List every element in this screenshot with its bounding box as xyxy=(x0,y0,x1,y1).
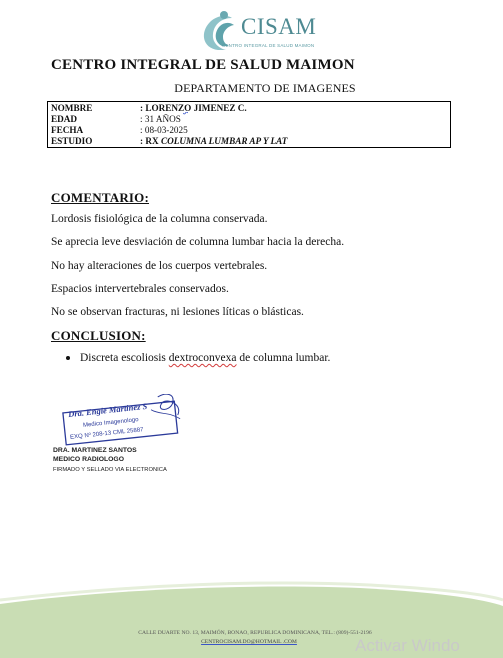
value-nombre: : LORENZO JIMENEZ C. xyxy=(140,103,247,113)
conclusion-text-start: Discreta escoliosis xyxy=(80,352,169,364)
label-nombre: NOMBRE xyxy=(51,103,93,113)
comment-line: No hay alteraciones de los cuerpos vertebrales. xyxy=(51,260,268,272)
value-edad: : 31 AÑOS xyxy=(140,114,181,124)
patient-info-box xyxy=(47,101,451,148)
signature-note: FIRMADO Y SELLADO VIA ELECTRONICA xyxy=(53,467,167,473)
conclusion-term: dextroconvexa xyxy=(168,352,237,364)
bullet-dot-icon xyxy=(66,356,70,360)
conclusion-heading: CONCLUSION: xyxy=(51,328,146,343)
comment-line: Se aprecia leve desviación de columna lumbar hacia la derecha. xyxy=(51,236,345,248)
logo-tagline: CENTRO INTEGRAL DE SALUD MAIMON xyxy=(222,43,315,48)
study-name: COLUMNA LUMBAR AP Y LAT xyxy=(160,136,288,146)
comment-line: No se observan fracturas, ni lesiones líticas o blásticas. xyxy=(51,306,304,318)
footer-email-link[interactable]: CENTROCISAM.DO@HOTMAIL .COM xyxy=(201,639,297,645)
stamp-doctor-name: Dra. Engie Martinez S xyxy=(67,400,148,420)
conclusion-text-end: de columna lumbar. xyxy=(236,352,331,364)
signer-role: MEDICO RADIOLOGO xyxy=(53,456,124,463)
conclusion-bullet xyxy=(66,352,330,364)
patient-row-study xyxy=(51,136,450,147)
patient-row-name xyxy=(51,103,450,114)
label-estudio: ESTUDIO xyxy=(51,136,93,146)
value-fecha: : 08-03-2025 xyxy=(140,125,188,135)
comment-heading: COMENTARIO: xyxy=(51,190,150,205)
patient-row-age xyxy=(51,114,450,125)
signer-name: DRA. MARTINEZ SANTOS xyxy=(53,447,137,454)
conclusion-text xyxy=(80,352,330,364)
study-prefix: : RX xyxy=(140,136,161,146)
department-title: DEPARTAMENTO DE IMAGENES xyxy=(174,81,356,95)
label-fecha: FECHA xyxy=(51,125,84,135)
cisam-logo xyxy=(196,6,336,52)
stamp-exequatur: EXQ Nº 208-13 CML 25887 xyxy=(69,427,144,441)
stamp-doctor-role: Medico Imagenologo xyxy=(82,417,139,429)
comment-line: Lordosis fisiológica de la columna conservada. xyxy=(51,213,268,225)
footer-address: CALLE DUARTE NO. 13, MAIMÓN, BONAO, REPUBLICA DOMINICANA, TEL.: (809)-551-2196 xyxy=(138,630,372,636)
spellcheck-mark-icon xyxy=(183,112,188,115)
clinic-title: CENTRO INTEGRAL DE SALUD MAIMON xyxy=(51,57,355,73)
value-estudio xyxy=(140,136,287,147)
label-edad: EDAD xyxy=(51,114,78,124)
comment-line: Espacios intervertebrales conservados. xyxy=(51,283,229,295)
activation-watermark: Activar Windo xyxy=(355,636,460,655)
logo-brand: CISAM xyxy=(241,14,317,39)
patient-row-date xyxy=(51,125,450,136)
